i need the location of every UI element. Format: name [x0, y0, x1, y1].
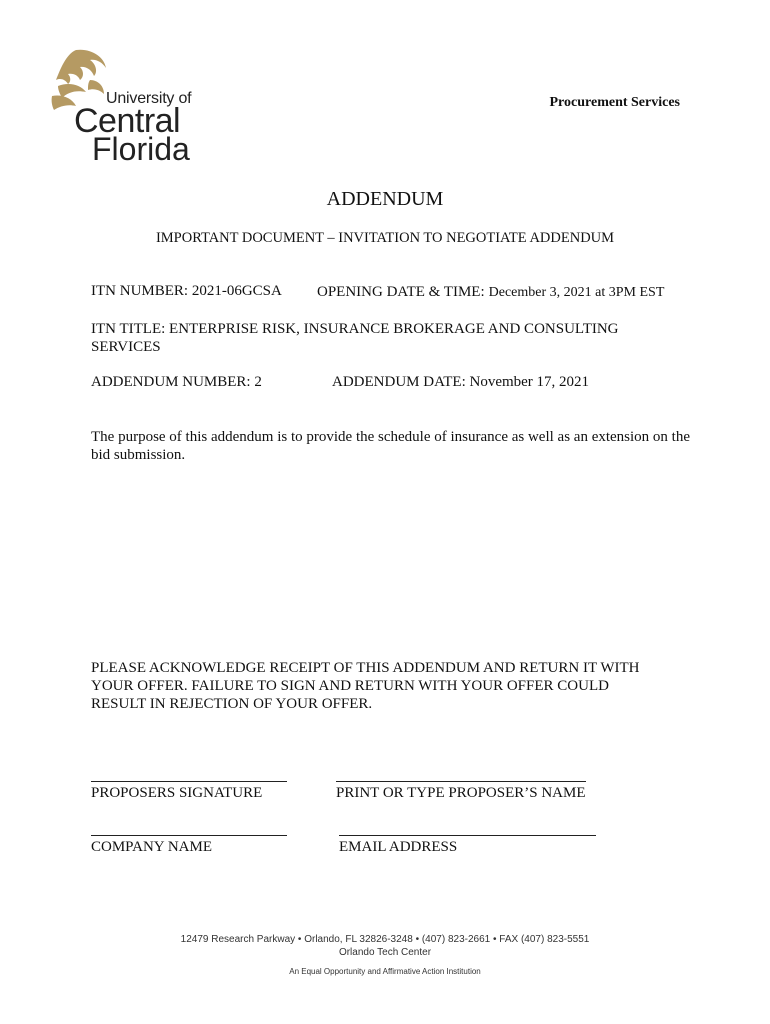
company-name-line	[91, 835, 287, 836]
footer-eeo: An Equal Opportunity and Affirmative Action Institution	[289, 967, 481, 976]
footer-center: Orlando Tech Center	[338, 947, 432, 958]
logo-central-text: Central	[74, 102, 181, 140]
signature-line	[91, 781, 287, 782]
itn-number-value: 2021-06GCSA	[191, 283, 282, 299]
itn-title-line2: SERVICES	[91, 339, 161, 355]
itn-number-label: ITN NUMBER:	[91, 283, 189, 299]
opening-date	[317, 283, 664, 301]
company-name-label: COMPANY NAME	[91, 839, 212, 855]
addendum-number: ADDENDUM NUMBER: 2	[91, 374, 262, 390]
document-subtitle: IMPORTANT DOCUMENT – INVITATION TO NEGOTIATE ADDENDUM	[155, 230, 615, 246]
proposer-signature-label: PROPOSERS SIGNATURE	[91, 785, 263, 801]
logo-florida-text: Florida	[92, 131, 190, 167]
opening-date-label: OPENING DATE & TIME:	[317, 284, 485, 300]
footer-address: 12479 Research Parkway • Orlando, FL 32826-3248 • (407) 823-2661 • FAX (407) 823-5551	[180, 934, 590, 945]
acknowledge-paragraph: PLEASE ACKNOWLEDGE RECEIPT OF THIS ADDENDUM AND RETURN IT WITH YOUR OFFER. FAILURE TO SIGN AND RETURN WITH YOUR OFFER COULD RESULT IN REJECTION OF YOUR OFFER.	[91, 660, 640, 712]
itn-number	[91, 283, 282, 300]
proposer-name-label: PRINT OR TYPE PROPOSER’S NAME	[336, 785, 586, 801]
purpose-paragraph: The purpose of this addendum is to provide the schedule of insurance as well as an extension on the bid submission.	[91, 429, 691, 463]
department-name: Procurement Services	[549, 95, 680, 110]
opening-date-value: December 3, 2021 at 3PM EST	[488, 285, 665, 300]
itn-title-line1: ITN TITLE: ENTERPRISE RISK, INSURANCE BROKERAGE AND CONSULTING	[91, 321, 619, 337]
ucf-logo	[46, 46, 226, 166]
document-title: ADDENDUM	[326, 188, 444, 210]
email-address-label: EMAIL ADDRESS	[339, 839, 458, 855]
addendum-date: ADDENDUM DATE: November 17, 2021	[332, 374, 590, 390]
proposer-name-line	[336, 781, 586, 782]
email-address-line	[339, 835, 596, 836]
logo-university-text: University of	[106, 90, 192, 107]
